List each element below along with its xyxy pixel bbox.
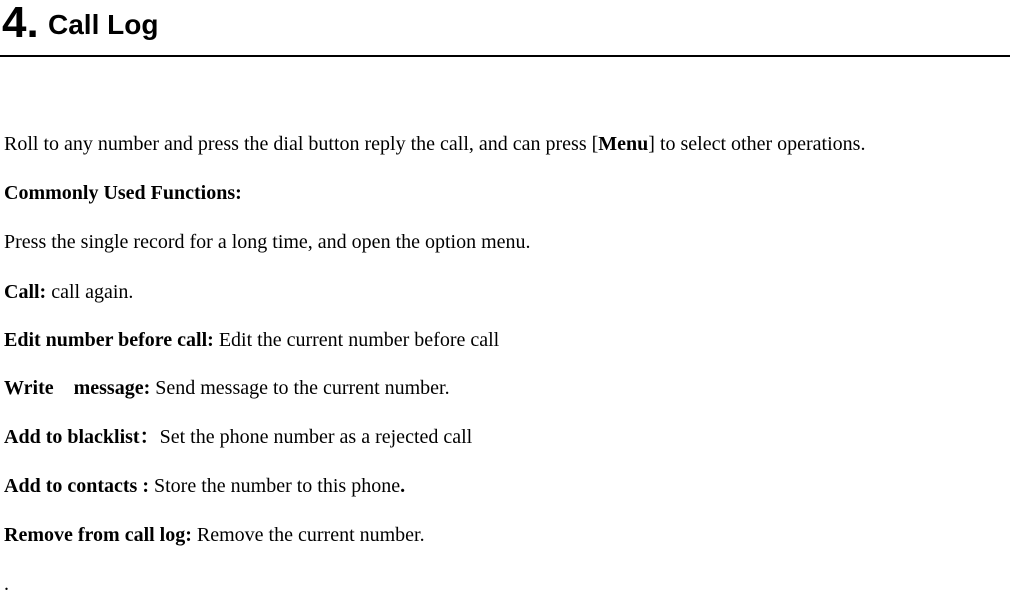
option-description: Set the phone number as a rejected call (159, 426, 473, 448)
option-trailing-period: . (400, 475, 406, 497)
option-edit-number (4, 328, 499, 352)
section-number: 4. (2, 0, 39, 47)
functions-heading: Commonly Used Functions: (4, 182, 242, 204)
option-add-to-blacklist (4, 425, 472, 449)
option-term: Add to contacts : (4, 475, 149, 497)
trailing-mark: . (4, 573, 9, 595)
option-description: Send message to the current number. (150, 377, 450, 399)
option-term: Remove from call log: (4, 524, 192, 546)
section-heading (0, 0, 1010, 57)
option-write-message (4, 376, 450, 400)
option-add-to-contacts (4, 474, 405, 498)
menu-key-label: Menu (598, 133, 649, 155)
option-description: call again. (46, 281, 134, 303)
option-description: Edit the current number before call (213, 329, 500, 351)
option-call (4, 280, 133, 304)
option-term: Add to blacklist： (4, 426, 160, 448)
intro-text-before: Roll to any number and press the dial button reply the call, and can press [ (4, 133, 599, 155)
section-title: Call Log (48, 9, 159, 40)
option-description: Remove the current number. (191, 524, 425, 546)
long-press-instruction: Press the single record for a long time, and open the option menu. (4, 231, 531, 253)
option-term: Edit number before call: (4, 329, 214, 351)
option-remove-from-call-log (4, 523, 425, 547)
option-term: Write message: (4, 377, 151, 399)
intro-paragraph (4, 132, 865, 156)
intro-text-after: ] to select other operations. (648, 133, 866, 155)
option-description: Store the number to this phone (149, 475, 401, 497)
option-term: Call: (4, 281, 47, 303)
